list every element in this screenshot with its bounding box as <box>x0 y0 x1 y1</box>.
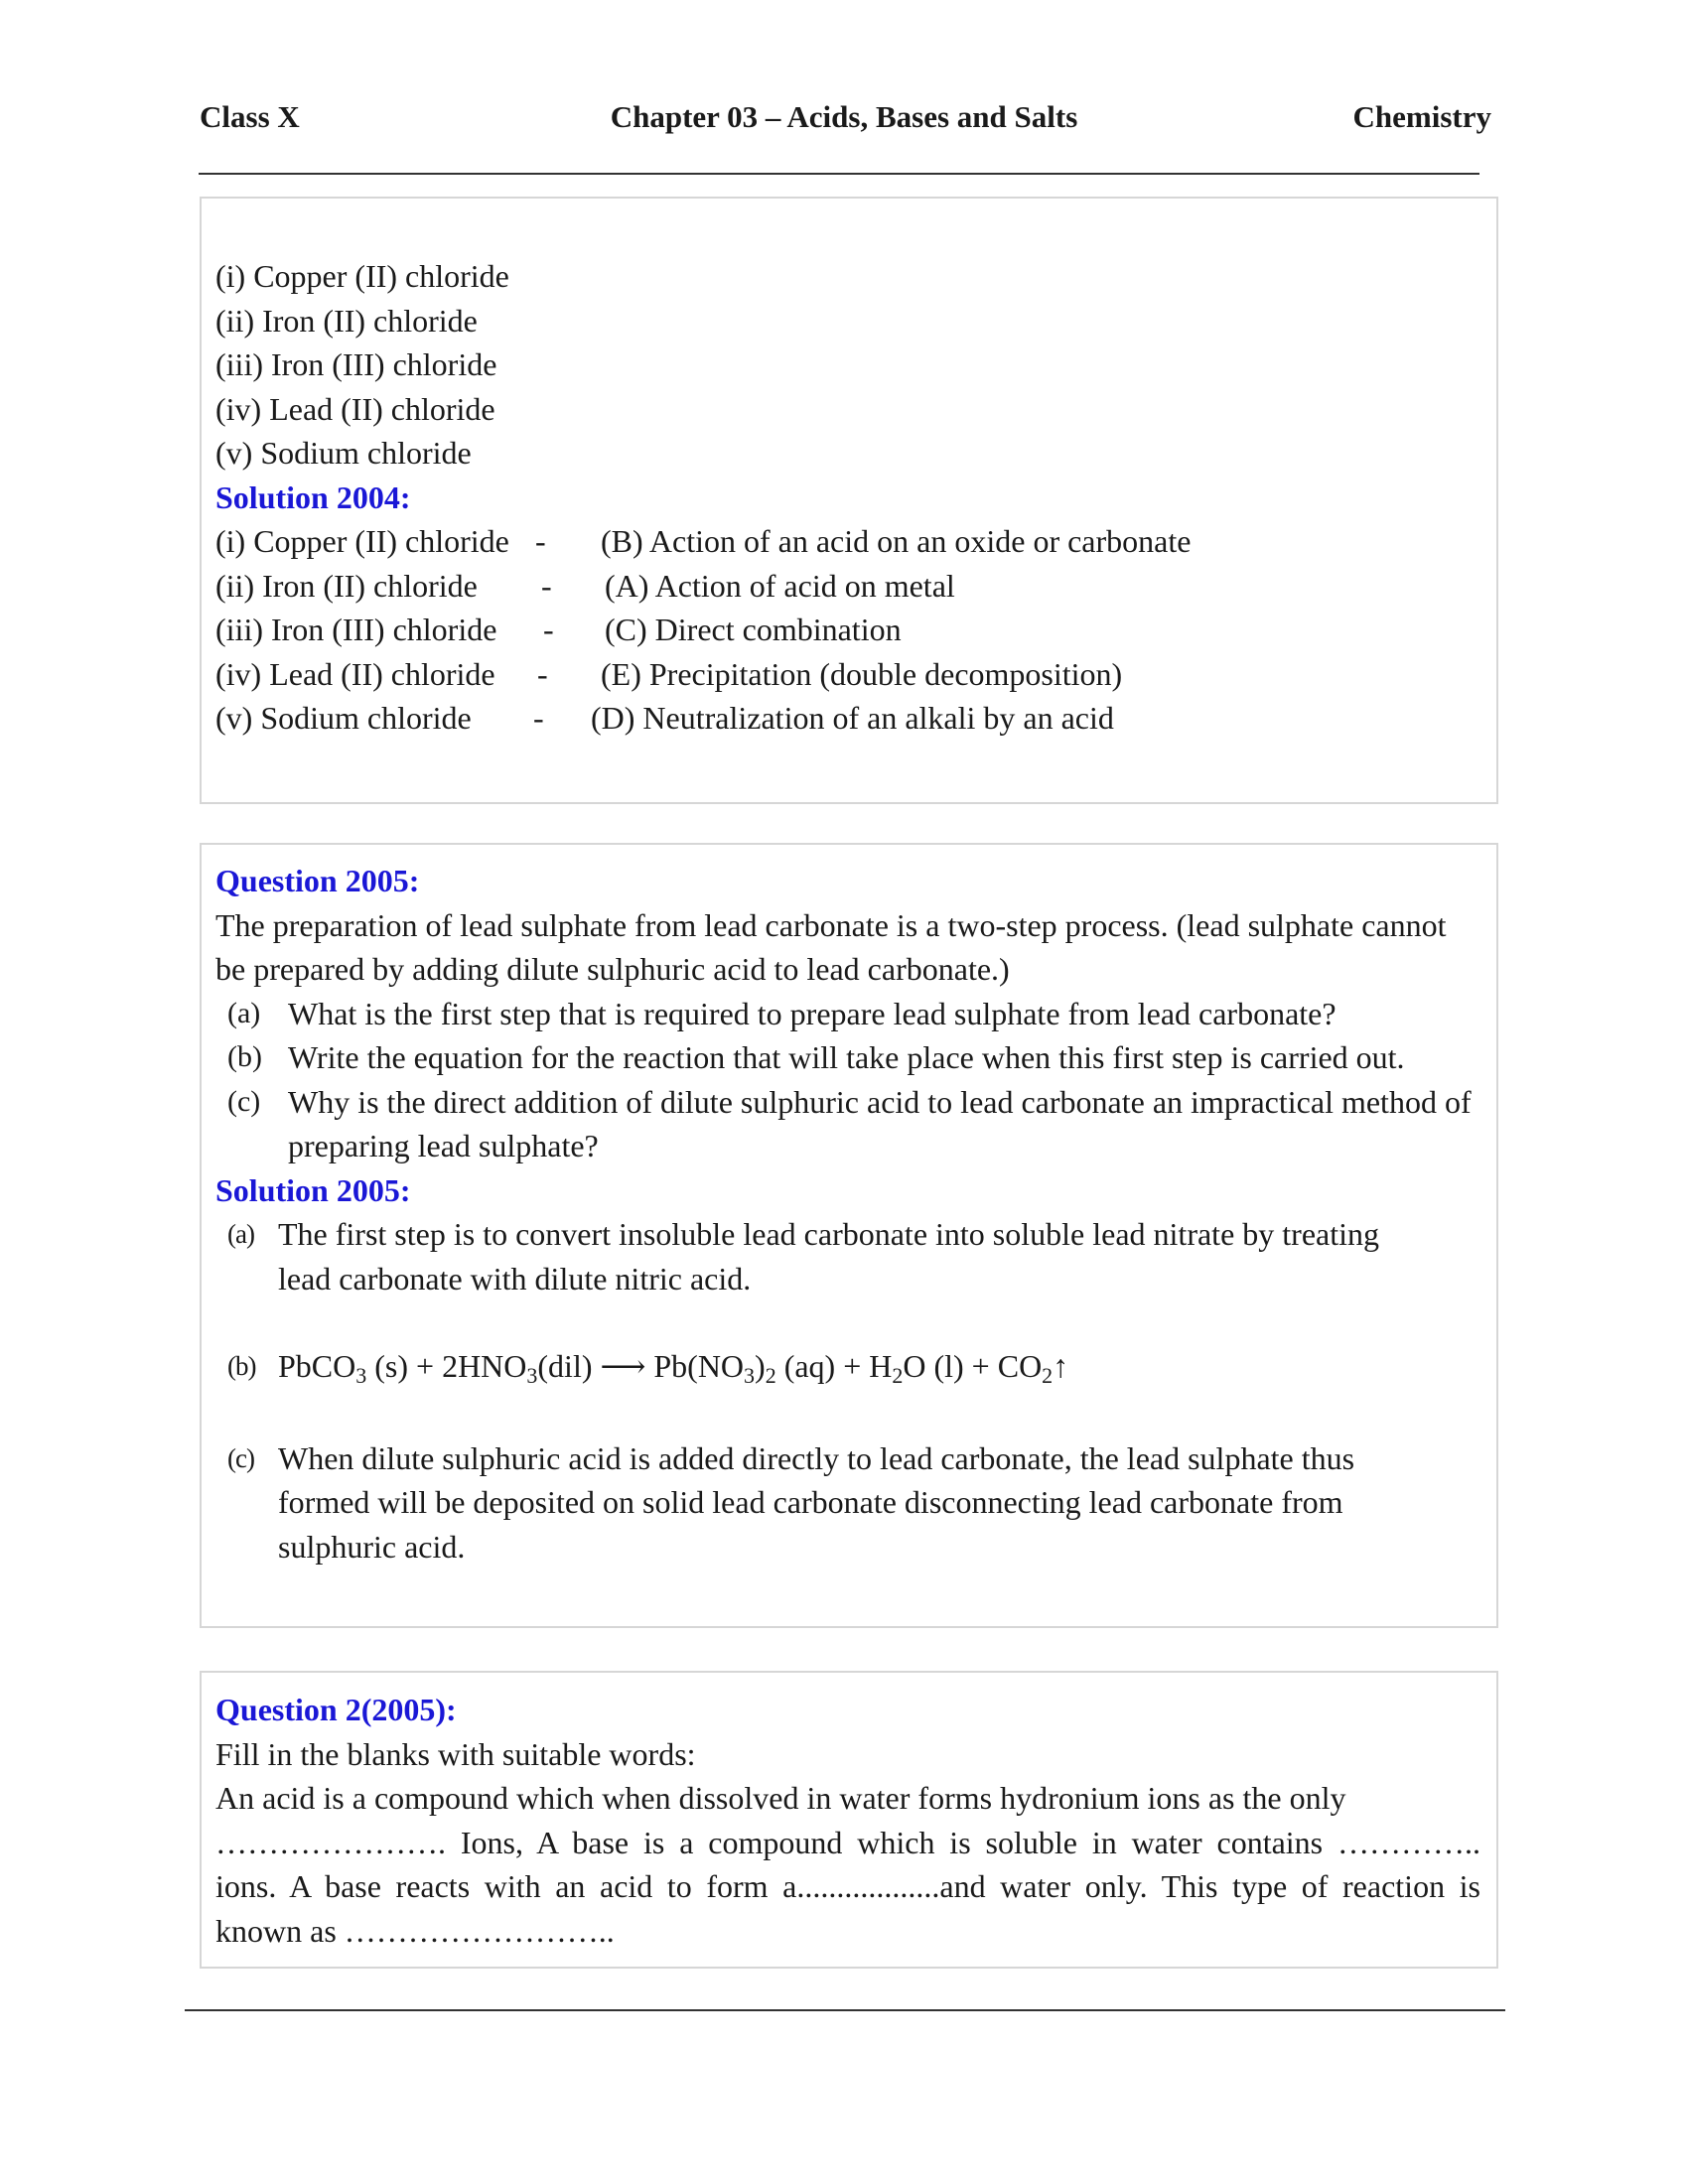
match-salt: (v) Sodium chloride <box>215 700 472 736</box>
match-dash: - <box>541 567 552 604</box>
match-method: (E) Precipitation (double decomposition) <box>601 655 1123 692</box>
question-part <box>215 1035 1480 1080</box>
part-marker: (a) <box>227 996 261 1029</box>
chemical-equation: PbCO$_3$ $(s) + 2HNO_3(dil)$ ⟶ $Pb(NO_3)_2$ $(aq) + H_2O$ $(l) + CO_2↑$ <box>278 1348 1069 1388</box>
question-2-2005-title: Question 2(2005): <box>215 1692 457 1727</box>
match-row <box>215 564 1480 609</box>
header-subject: Chemistry <box>1352 99 1491 134</box>
solution-text: When dilute sulphuric acid is added directly to lead carbonate, the lead sulphate thus formed will be deposited on solid lead carbonate disconnecting lead carbonate from sulphuric acid. <box>278 1439 1355 1565</box>
match-salt: (iv) Lead (II) chloride <box>215 655 495 692</box>
fill-blanks-instruction: Fill in the blanks with suitable words: <box>215 1735 696 1772</box>
match-dash: - <box>535 523 546 559</box>
question-part <box>215 992 1480 1036</box>
solution-marker: (a) <box>227 1219 254 1249</box>
solution-2004-box <box>200 197 1498 804</box>
match-dash: - <box>537 655 548 692</box>
fill-blanks-text: An acid is a compound which when dissolved in water forms hydronium ions as the only <box>215 1780 1346 1816</box>
solution-marker: (b) <box>227 1351 256 1381</box>
match-salt: (iii) Iron (III) chloride <box>215 612 497 647</box>
solution-marker: (c) <box>227 1442 254 1473</box>
match-row <box>215 519 1480 564</box>
header-chapter-title: Chapter 03 – Acids, Bases and Salts <box>610 99 1078 134</box>
question-2-2005-box <box>200 1671 1498 1969</box>
fill-blanks-text: ions. A base reacts with an acid to form a..................and water only. This type of reaction is <box>215 1868 1480 1904</box>
solution-part-b <box>215 1344 1480 1393</box>
match-salt: (ii) Iron (II) chloride <box>215 567 478 604</box>
solution-part-c <box>215 1436 1480 1570</box>
match-method: (D) Neutralization of an alkali by an acid <box>591 700 1114 736</box>
header-divider <box>199 173 1479 175</box>
part-text: What is the first step that is required to prepare lead sulphate from lead carbonate? <box>288 995 1336 1031</box>
solution-2004-title: Solution 2004: <box>215 478 411 515</box>
footer-divider <box>185 2009 1505 2011</box>
part-text: Why is the direct addition of dilute sulphuric acid to lead carbonate an impractical method of preparing lead sulphate? <box>288 1083 1472 1163</box>
part-text: Write the equation for the reaction that will take place when this first step is carried out. <box>288 1039 1405 1075</box>
match-row <box>215 696 1480 741</box>
match-method: (A) Action of acid on metal <box>605 567 955 604</box>
salt-item: (v) Sodium chloride <box>215 435 472 471</box>
part-marker: (c) <box>227 1084 261 1118</box>
match-method: (B) Action of an acid on an oxide or carbonate <box>601 523 1192 559</box>
question-2005-title: Question 2005: <box>215 863 420 898</box>
salt-item: (iv) Lead (II) chloride <box>215 390 495 427</box>
fill-blanks-text: known as …………………….. <box>215 1912 615 1949</box>
salt-item: (ii) Iron (II) chloride <box>215 302 478 339</box>
salt-item: (iii) Iron (III) chloride <box>215 346 497 382</box>
match-row <box>215 608 1480 652</box>
match-dash: - <box>543 612 554 647</box>
question-part <box>215 1080 1480 1168</box>
match-salt: (i) Copper (II) chloride <box>215 523 509 559</box>
question-2005-box <box>200 843 1498 1628</box>
part-marker: (b) <box>227 1040 262 1073</box>
match-dash: - <box>533 700 544 736</box>
fill-blanks-text: …………………. Ions, A base is a compound which is soluble in water contains ………….. <box>215 1824 1480 1860</box>
header-class: Class X <box>200 99 300 134</box>
solution-text: The first step is to convert insoluble lead carbonate into soluble lead nitrate by treating lead carbonate with dilute nitric acid. <box>278 1216 1379 1297</box>
salt-item: (i) Copper (II) chloride <box>215 258 509 294</box>
match-method: (C) Direct combination <box>605 612 902 647</box>
solution-2005-title: Solution 2005: <box>215 1171 411 1208</box>
solution-part-a <box>215 1212 1480 1300</box>
match-row <box>215 652 1480 697</box>
question-2005-intro: The preparation of lead sulphate from lead carbonate is a two-step process. (lead sulphate cannot be prepared by adding dilute sulphuric acid to lead carbonate.) <box>215 906 1447 987</box>
